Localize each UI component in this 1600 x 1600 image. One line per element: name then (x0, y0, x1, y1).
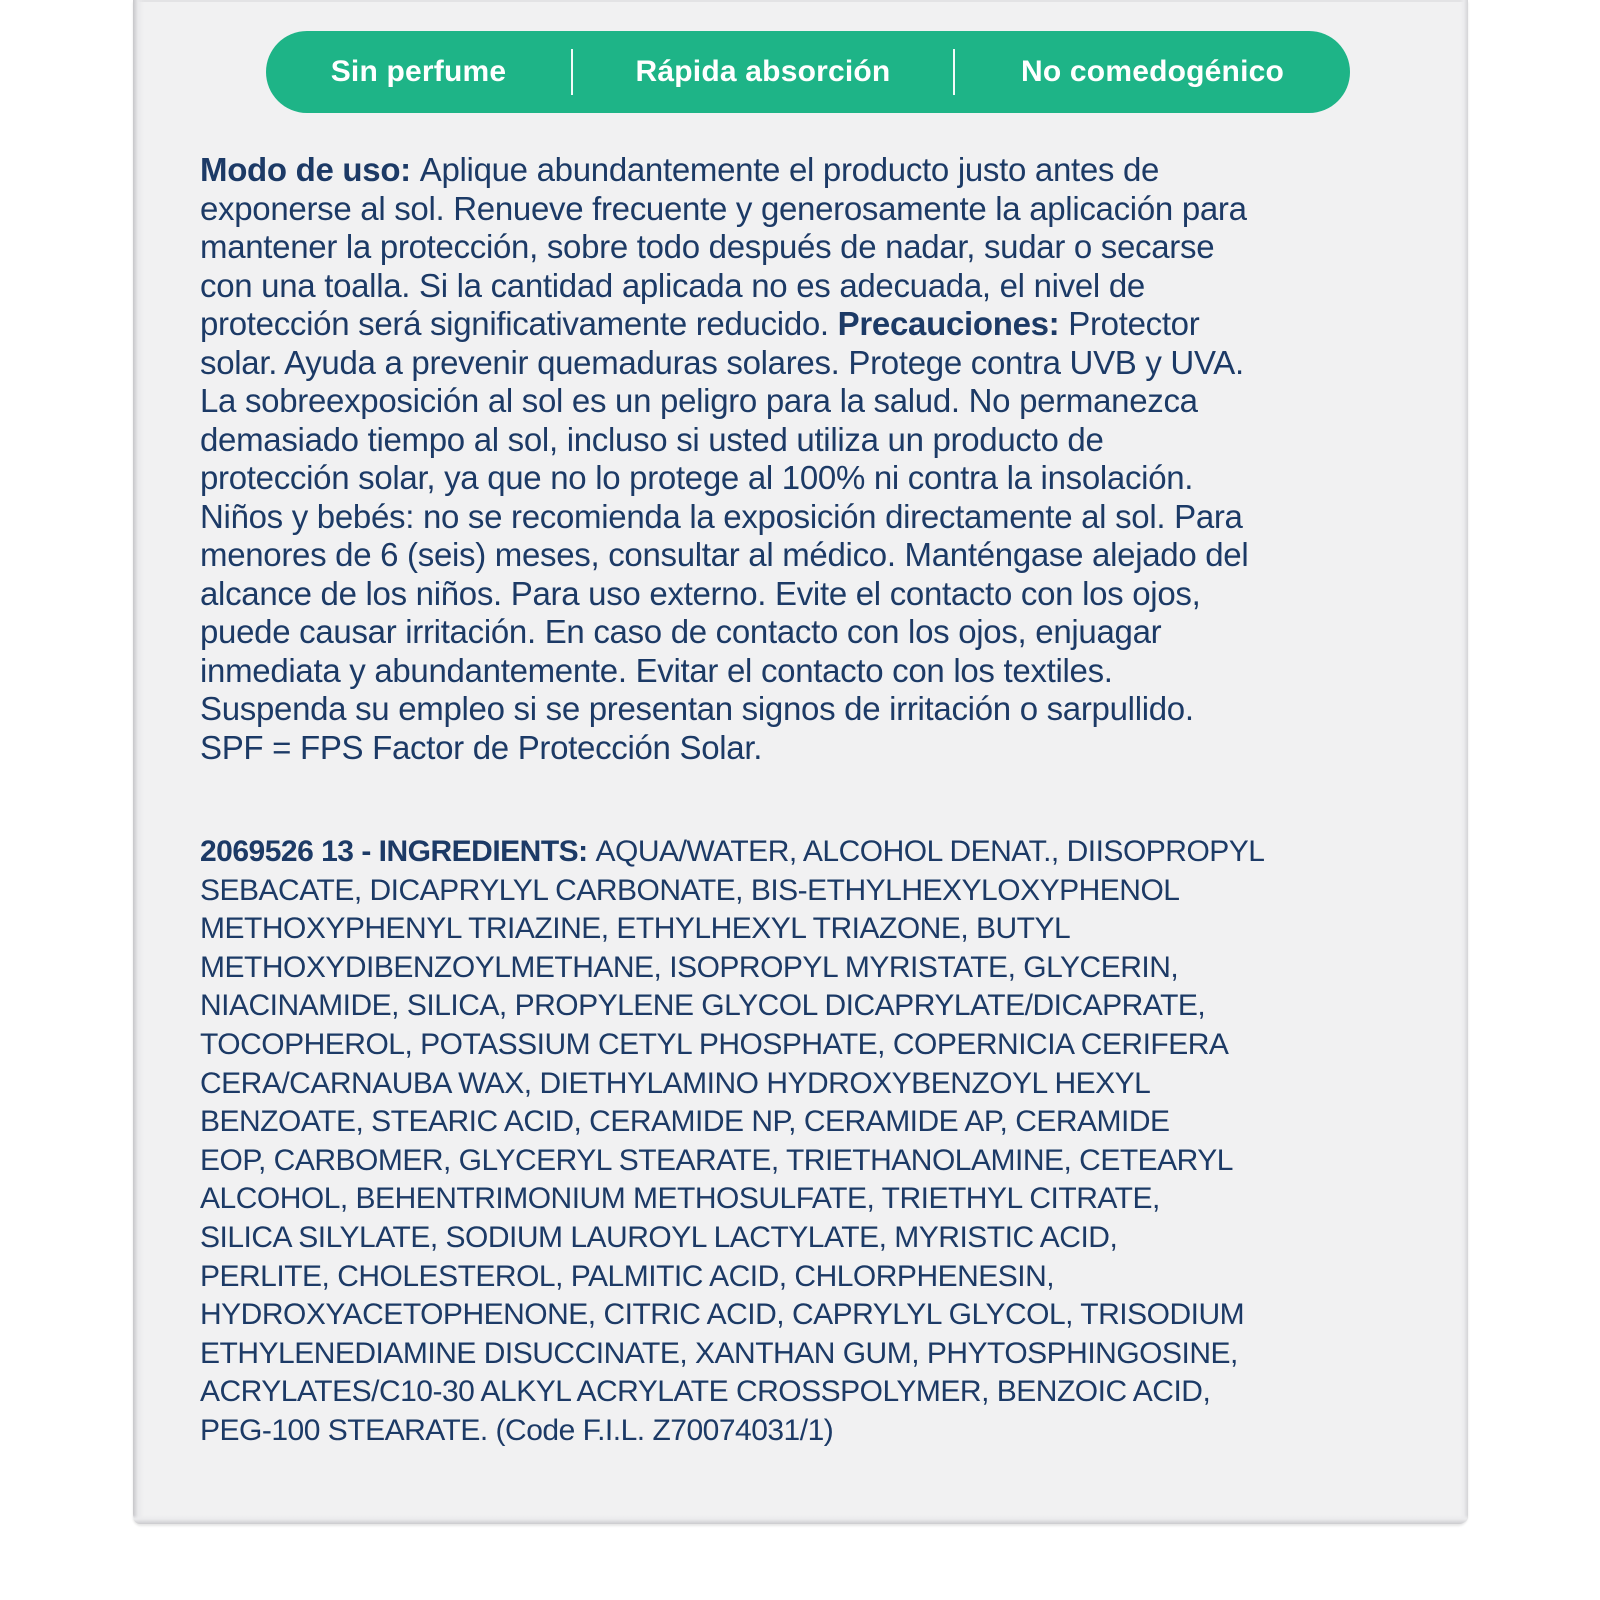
text-line (200, 344, 1470, 383)
claims-badge (266, 31, 1350, 113)
text-segment: demasiado tiempo al sol, incluso si usted utiliza un producto de (200, 420, 1104, 458)
panel-edge-bottom (133, 1515, 1468, 1524)
text-segment: SILICA SILYLATE, SODIUM LAUROYL LACTYLATE, MYRISTIC ACID, (200, 1220, 1118, 1254)
text-line (200, 872, 1490, 911)
text-segment: Protector (1059, 305, 1200, 342)
text-segment: NIACINAMIDE, SILICA, PROPYLENE GLYCOL DICAPRYLATE/DICAPRATE, (200, 989, 1206, 1023)
text-segment: HYDROXYACETOPHENONE, CITRIC ACID, CAPRYLYL GLYCOL, TRISODIUM (200, 1298, 1245, 1332)
text-segment: exponerse al sol. Renueve frecuente y generosamente la aplicación para (200, 189, 1247, 227)
panel-edge-top (133, 0, 1468, 2)
text-line (200, 228, 1470, 267)
text-line (200, 1142, 1490, 1181)
text-line (200, 833, 1490, 872)
claims-divider (953, 49, 955, 95)
text-line (200, 1412, 1490, 1451)
text-segment: METHOXYDIBENZOYLMETHANE, ISOPROPYL MYRISTATE, GLYCERIN, (200, 950, 1179, 984)
text-segment: solar. Ayuda a prevenir quemaduras solares. Protege contra UVB y UVA. (200, 343, 1244, 381)
text-line (200, 459, 1470, 498)
text-segment: La sobreexposición al sol es un peligro para la salud. No permanezca (200, 382, 1198, 419)
text-line (200, 729, 1470, 768)
text-segment: BENZOATE, STEARIC ACID, CERAMIDE NP, CERAMIDE AP, CERAMIDE (200, 1105, 1170, 1139)
text-line (200, 613, 1470, 652)
claim-rapida-absorcion: Rápida absorción (635, 55, 891, 88)
text-line (200, 151, 1470, 190)
text-segment: Aplique abundantemente el producto justo antes de (419, 151, 1160, 188)
text-line (200, 1180, 1490, 1219)
package-back-panel (133, 0, 1468, 1524)
text-line (200, 1258, 1490, 1297)
text-line (200, 1065, 1490, 1104)
text-segment: alcance de los niños. Para uso externo. Evite el contacto con los ojos, (200, 574, 1201, 612)
text-line (200, 1026, 1490, 1065)
text-segment: con una toalla. Si la cantidad aplicada no es adecuada, el nivel de (200, 266, 1145, 304)
bold-text-segment: Precauciones: (837, 305, 1060, 342)
text-segment: puede causar irritación. En caso de contacto con los ojos, enjuagar (200, 613, 1162, 650)
text-line (200, 575, 1470, 614)
text-line (200, 190, 1470, 229)
text-segment: ACRYLATES/C10-30 ALKYL ACRYLATE CROSSPOLYMER, BENZOIC ACID, (200, 1375, 1211, 1409)
text-segment: menores de 6 (seis) meses, consultar al médico. Manténgase alejado del (200, 536, 1249, 573)
text-segment: METHOXYPHENYL TRIAZINE, ETHYLHEXYL TRIAZONE, BUTYL (200, 912, 1071, 946)
claim-sin-perfume: Sin perfume (330, 55, 507, 88)
text-segment: ETHYLENEDIAMINE DISUCCINATE, XANTHAN GUM, PHYTOSPHINGOSINE, (200, 1336, 1238, 1370)
text-line (200, 690, 1470, 729)
text-segment: EOP, CARBOMER, GLYCERYL STEARATE, TRIETHANOLAMINE, CETEARYL (200, 1143, 1233, 1177)
ingredients-paragraph (200, 833, 1490, 1451)
text-line (200, 1335, 1490, 1374)
text-line (200, 1373, 1490, 1412)
text-line (200, 949, 1490, 988)
text-segment: inmediata y abundantemente. Evitar el contacto con los textiles. (200, 651, 1113, 689)
text-segment: ALCOHOL, BEHENTRIMONIUM METHOSULFATE, TRIETHYL CITRATE, (200, 1182, 1160, 1216)
text-segment: CERA/CARNAUBA WAX, DIETHYLAMINO HYDROXYBENZOYL HEXYL (200, 1066, 1151, 1100)
text-segment: SPF = FPS Factor de Protección Solar. (200, 728, 763, 766)
claims-divider (571, 49, 573, 95)
text-line (200, 498, 1470, 537)
bold-text-segment: 2069526 13 - INGREDIENTS: (200, 835, 596, 868)
text-segment: protección solar, ya que no lo protege al 100% ni contra la insolación. (200, 459, 1194, 496)
text-segment: protección será significativamente reducido. (200, 305, 838, 342)
claim-no-comedogenico: No comedogénico (1020, 55, 1285, 88)
text-segment: mantener la protección, sobre todo después de nadar, sudar o secarse (200, 228, 1215, 265)
text-segment: TOCOPHEROL, POTASSIUM CETYL PHOSPHATE, COPERNICIA CERIFERA (200, 1027, 1229, 1061)
text-line (200, 1103, 1490, 1142)
text-line (200, 382, 1470, 421)
text-line (200, 987, 1490, 1026)
bold-text-segment: Modo de uso: (200, 151, 420, 188)
text-line (200, 536, 1470, 575)
text-line (200, 305, 1470, 344)
text-line (200, 1219, 1490, 1258)
text-segment: PEG-100 STEARATE. (Code F.I.L. Z70074031/1) (200, 1413, 834, 1447)
text-segment: Suspenda su empleo si se presentan signos de irritación o sarpullido. (200, 690, 1194, 727)
text-segment: PERLITE, CHOLESTEROL, PALMITIC ACID, CHLORPHENESIN, (200, 1259, 1055, 1293)
text-segment: Niños y bebés: no se recomienda la exposición directamente al sol. Para (200, 497, 1243, 535)
text-segment: AQUA/WATER, ALCOHOL DENAT., DIISOPROPYL (595, 835, 1265, 868)
text-segment: SEBACATE, DICAPRYLYL CARBONATE, BIS-ETHYLHEXYLOXYPHENOL (200, 873, 1180, 907)
usage-and-precautions-paragraph (200, 151, 1470, 767)
text-line (200, 1296, 1490, 1335)
text-line (200, 652, 1470, 691)
text-line (200, 421, 1470, 460)
text-line (200, 910, 1490, 949)
panel-edge-left (133, 0, 144, 1524)
text-line (200, 267, 1470, 306)
